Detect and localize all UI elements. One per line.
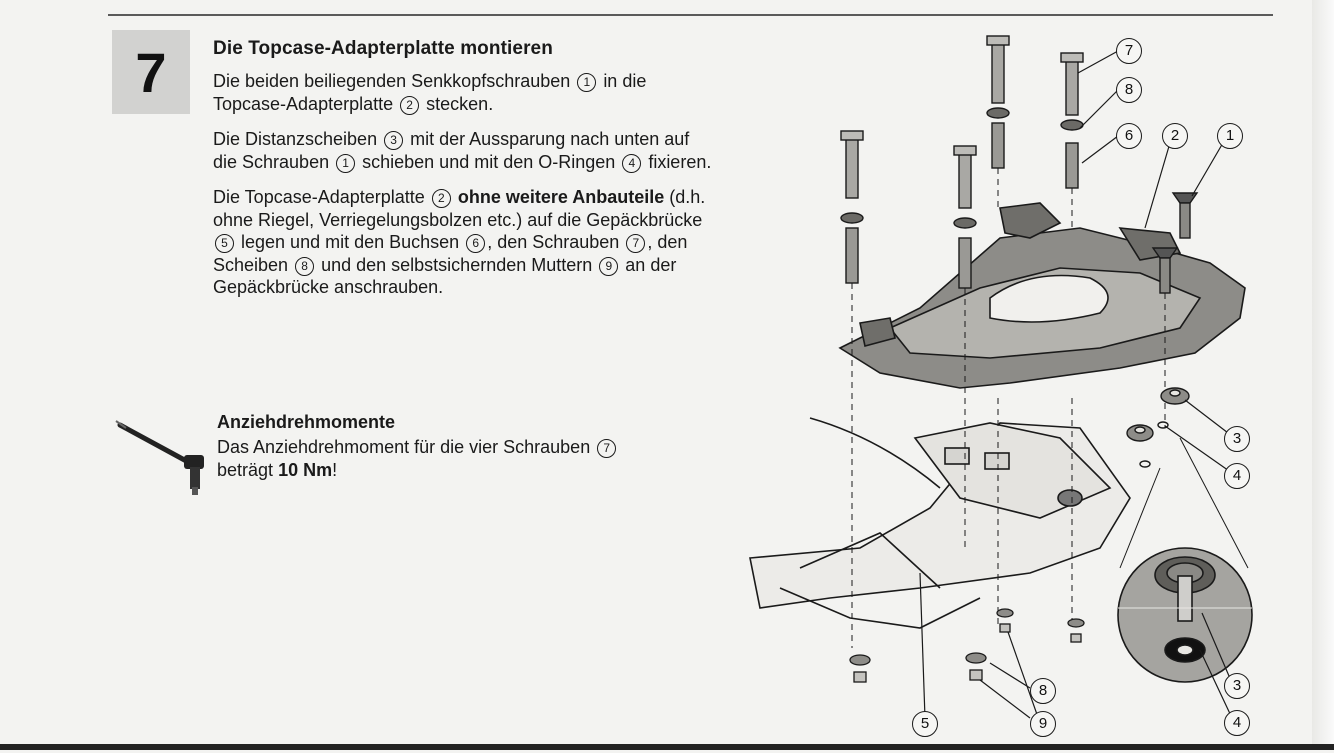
callout-8: 8	[1116, 77, 1142, 103]
instructions	[213, 38, 713, 312]
nuts-and-washers	[850, 609, 1084, 682]
callout-4: 4	[1224, 463, 1250, 489]
part-ref: 4	[622, 154, 641, 173]
part-ref: 9	[599, 257, 618, 276]
callout-9: 9	[1030, 711, 1056, 737]
text: Die Topcase-Adapterplatte	[213, 187, 425, 207]
part-ref: 8	[295, 257, 314, 276]
top-rule	[108, 14, 1273, 16]
part-ref: 2	[432, 189, 451, 208]
text: in die Topcase-Adapterplatte	[213, 71, 647, 114]
callout-7: 7	[1116, 38, 1142, 64]
assembly-diagram	[740, 28, 1280, 748]
paragraph-1	[213, 70, 713, 115]
callout-1: 1	[1217, 123, 1243, 149]
part-ref: 3	[384, 131, 403, 150]
exploded-view-drawing	[740, 28, 1280, 748]
text: stecken.	[426, 93, 494, 114]
callout-3: 3	[1224, 426, 1250, 452]
text: !	[332, 459, 338, 480]
text: , den Scheiben	[213, 232, 688, 275]
text: Die beiden beiliegenden Senkkopfschrauben	[213, 71, 571, 91]
text: Die Distanzscheiben	[213, 129, 378, 149]
text: an der Gepäckbrücke anschrauben.	[213, 254, 677, 297]
paragraph-3	[213, 186, 713, 299]
text: und den selbstsichernden Muttern	[321, 254, 593, 275]
callout-8-lower: 8	[1030, 678, 1056, 704]
spacer-washers	[1127, 388, 1189, 467]
callout-2: 2	[1162, 123, 1188, 149]
callout-3-detail: 3	[1224, 673, 1250, 699]
part-ref: 2	[400, 96, 419, 115]
text: legen und mit den Buchsen	[241, 232, 460, 252]
paragraph-2	[213, 128, 713, 173]
emphasis: ohne weitere Anbauteile	[457, 187, 665, 207]
text: (d.h. ohne Riegel, Verriegelungsbolzen etc.) auf die Gepäckbrücke	[213, 187, 706, 230]
part-ref: 5	[215, 234, 234, 253]
part-ref: 6	[466, 234, 485, 253]
text: beträgt	[217, 459, 274, 480]
text: mit der Aussparung nach unten auf die Schrauben	[213, 129, 690, 172]
torque-title: Anziehdrehmomente	[217, 412, 396, 432]
part-ref: 7	[626, 234, 645, 253]
callout-6: 6	[1116, 123, 1142, 149]
torque-value: 10 Nm	[278, 459, 333, 480]
text: schieben und mit den O-Ringen	[362, 151, 616, 172]
page-edge	[1312, 0, 1334, 750]
part-ref: 1	[336, 154, 355, 173]
section-title: Die Topcase-Adapterplatte montieren	[213, 38, 553, 59]
torque-text	[217, 436, 647, 481]
callout-5: 5	[912, 711, 938, 737]
part-ref: 7	[597, 439, 616, 458]
part-ref: 1	[577, 73, 596, 92]
text: Das Anziehdrehmoment für die vier Schrauben	[217, 437, 591, 457]
luggage-rack	[750, 418, 1130, 628]
callout-4-detail: 4	[1224, 710, 1250, 736]
step-number: 7	[112, 30, 190, 114]
text: , den Schrauben	[487, 232, 620, 252]
torque-wrench-icon	[112, 415, 212, 500]
text: fixieren.	[648, 151, 712, 172]
